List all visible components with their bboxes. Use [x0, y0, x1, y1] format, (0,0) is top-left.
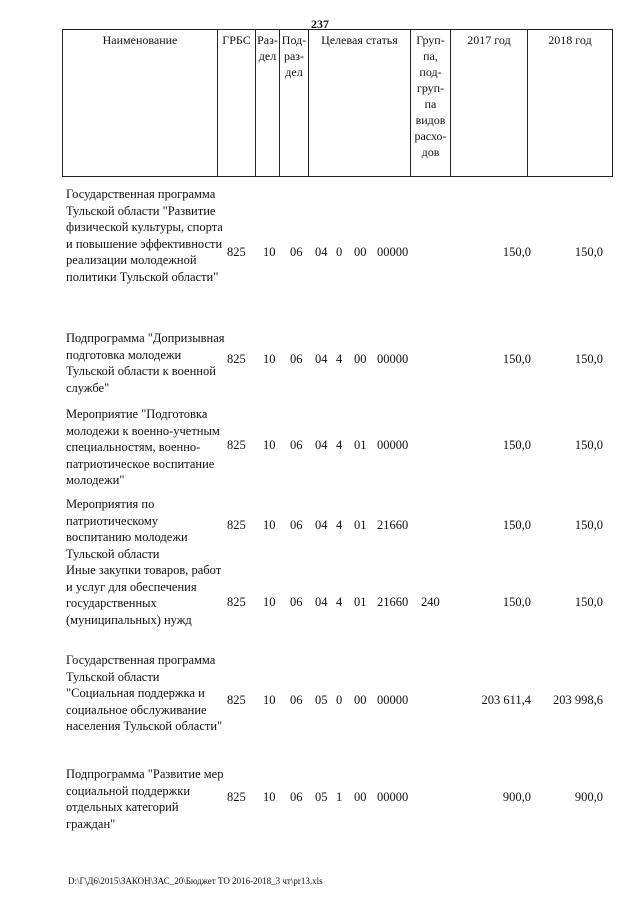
- row-cs-program: 04: [315, 245, 328, 259]
- row-name: Подпрограмма "Допризывная подготовка молодежи Тульской области к военной службе": [66, 331, 225, 395]
- row-podrazdel: 06: [290, 438, 303, 452]
- row-grbs: 825: [227, 245, 246, 259]
- row-grbs: 825: [227, 595, 246, 609]
- row-razdel: 10: [263, 518, 276, 532]
- row-name: Государственная программа Тульской области "Социальная поддержка и социальное обслуживание населения Тульской области": [66, 653, 223, 733]
- header-podrazdel: Под- раз- дел: [279, 29, 308, 177]
- row-name: Подпрограмма "Развитие мер социальной поддержки отдельных категорий граждан": [66, 767, 224, 831]
- row-cs-direction: 21660: [377, 518, 409, 532]
- row-razdel: 10: [263, 595, 276, 609]
- table-row: [62, 652, 613, 752]
- row-2018: 150,0: [574, 595, 603, 609]
- row-name: Мероприятие "Подготовка молодежи к военно-учетным специальностям, военно-патриотическое воспитание молодежи": [66, 407, 220, 487]
- row-cs-event: 01: [354, 438, 367, 452]
- row-cs-program: 05: [315, 790, 328, 804]
- row-vid-rashodov: 240: [421, 595, 440, 609]
- row-razdel: 10: [263, 245, 276, 259]
- row-2018: 150,0: [574, 438, 603, 452]
- row-grbs: 825: [227, 352, 246, 366]
- row-podrazdel: 06: [290, 790, 303, 804]
- row-podrazdel: 06: [290, 518, 303, 532]
- table-row: [62, 330, 613, 396]
- row-2017: 150,0: [502, 518, 531, 532]
- row-2017: 150,0: [502, 352, 531, 366]
- row-cs-direction: 00000: [377, 693, 409, 707]
- row-name: Государственная программа Тульской области "Развитие физической культуры, спорта и повышение эффективности реализации молодежной политики Тульской области": [66, 187, 223, 284]
- header-razdel: Раз- дел: [255, 29, 279, 177]
- row-cs-subprogram: 4: [336, 438, 343, 452]
- row-2018: 150,0: [574, 518, 603, 532]
- table-header: [62, 29, 613, 177]
- row-cs-program: 04: [315, 438, 328, 452]
- row-cs-event: 00: [354, 352, 367, 366]
- row-grbs: 825: [227, 693, 246, 707]
- row-2018: 150,0: [574, 245, 603, 259]
- row-razdel: 10: [263, 352, 276, 366]
- header-celevaya-statya: Целевая статья: [308, 29, 410, 177]
- row-cs-direction: 21660: [377, 595, 409, 609]
- row-cs-direction: 00000: [377, 245, 409, 259]
- header-2018: 2018 год: [527, 29, 613, 177]
- row-cs-event: 00: [354, 693, 367, 707]
- row-cs-event: 01: [354, 595, 367, 609]
- row-2018: 900,0: [574, 790, 603, 804]
- row-cs-subprogram: 4: [336, 352, 343, 366]
- header-gruppa: Груп- па, под- груп- па видов расхо- дов: [410, 29, 450, 177]
- row-2017: 150,0: [502, 595, 531, 609]
- row-2017: 150,0: [502, 438, 531, 452]
- row-cs-subprogram: 0: [336, 693, 343, 707]
- row-razdel: 10: [263, 790, 276, 804]
- row-podrazdel: 06: [290, 693, 303, 707]
- row-cs-direction: 00000: [377, 438, 409, 452]
- row-podrazdel: 06: [290, 595, 303, 609]
- row-razdel: 10: [263, 693, 276, 707]
- row-cs-event: 01: [354, 518, 367, 532]
- row-cs-subprogram: 1: [336, 790, 343, 804]
- row-cs-event: 00: [354, 245, 367, 259]
- row-cs-program: 05: [315, 693, 328, 707]
- row-grbs: 825: [227, 790, 246, 804]
- row-podrazdel: 06: [290, 245, 303, 259]
- row-2018: 203 998,6: [553, 693, 603, 707]
- table-row: [62, 766, 613, 832]
- header-2017: 2017 год: [450, 29, 527, 177]
- row-name: Иные закупки товаров, работ и услуг для обеспечения государственных (муниципальных) нужд: [66, 563, 222, 627]
- row-grbs: 825: [227, 438, 246, 452]
- row-cs-event: 00: [354, 790, 367, 804]
- file-path-footer: D:\Г\Д6\2015\ЗАКОН\ЗАС_20\Бюджет ТО 2016-2018_3 чт\pr13.xls: [68, 876, 323, 886]
- table-row: [62, 406, 613, 490]
- row-cs-subprogram: 4: [336, 518, 343, 532]
- page-number: 237: [311, 17, 329, 31]
- row-cs-subprogram: 0: [336, 245, 343, 259]
- header-grbs: ГРБС: [217, 29, 255, 177]
- row-razdel: 10: [263, 438, 276, 452]
- table-row: [62, 562, 613, 644]
- row-grbs: 825: [227, 518, 246, 532]
- row-cs-program: 04: [315, 595, 328, 609]
- row-cs-program: 04: [315, 352, 328, 366]
- row-2018: 150,0: [574, 352, 603, 366]
- table-row: [62, 186, 613, 320]
- row-2017: 150,0: [502, 245, 531, 259]
- row-podrazdel: 06: [290, 352, 303, 366]
- header-name: Наименование: [62, 29, 217, 177]
- row-cs-direction: 00000: [377, 352, 409, 366]
- row-name: Мероприятия по патриотическому воспитанию молодежи Тульской области: [66, 497, 188, 561]
- table-row: [62, 496, 613, 561]
- row-2017: 900,0: [502, 790, 531, 804]
- row-cs-subprogram: 4: [336, 595, 343, 609]
- row-cs-direction: 00000: [377, 790, 409, 804]
- row-2017: 203 611,4: [481, 693, 531, 707]
- row-cs-program: 04: [315, 518, 328, 532]
